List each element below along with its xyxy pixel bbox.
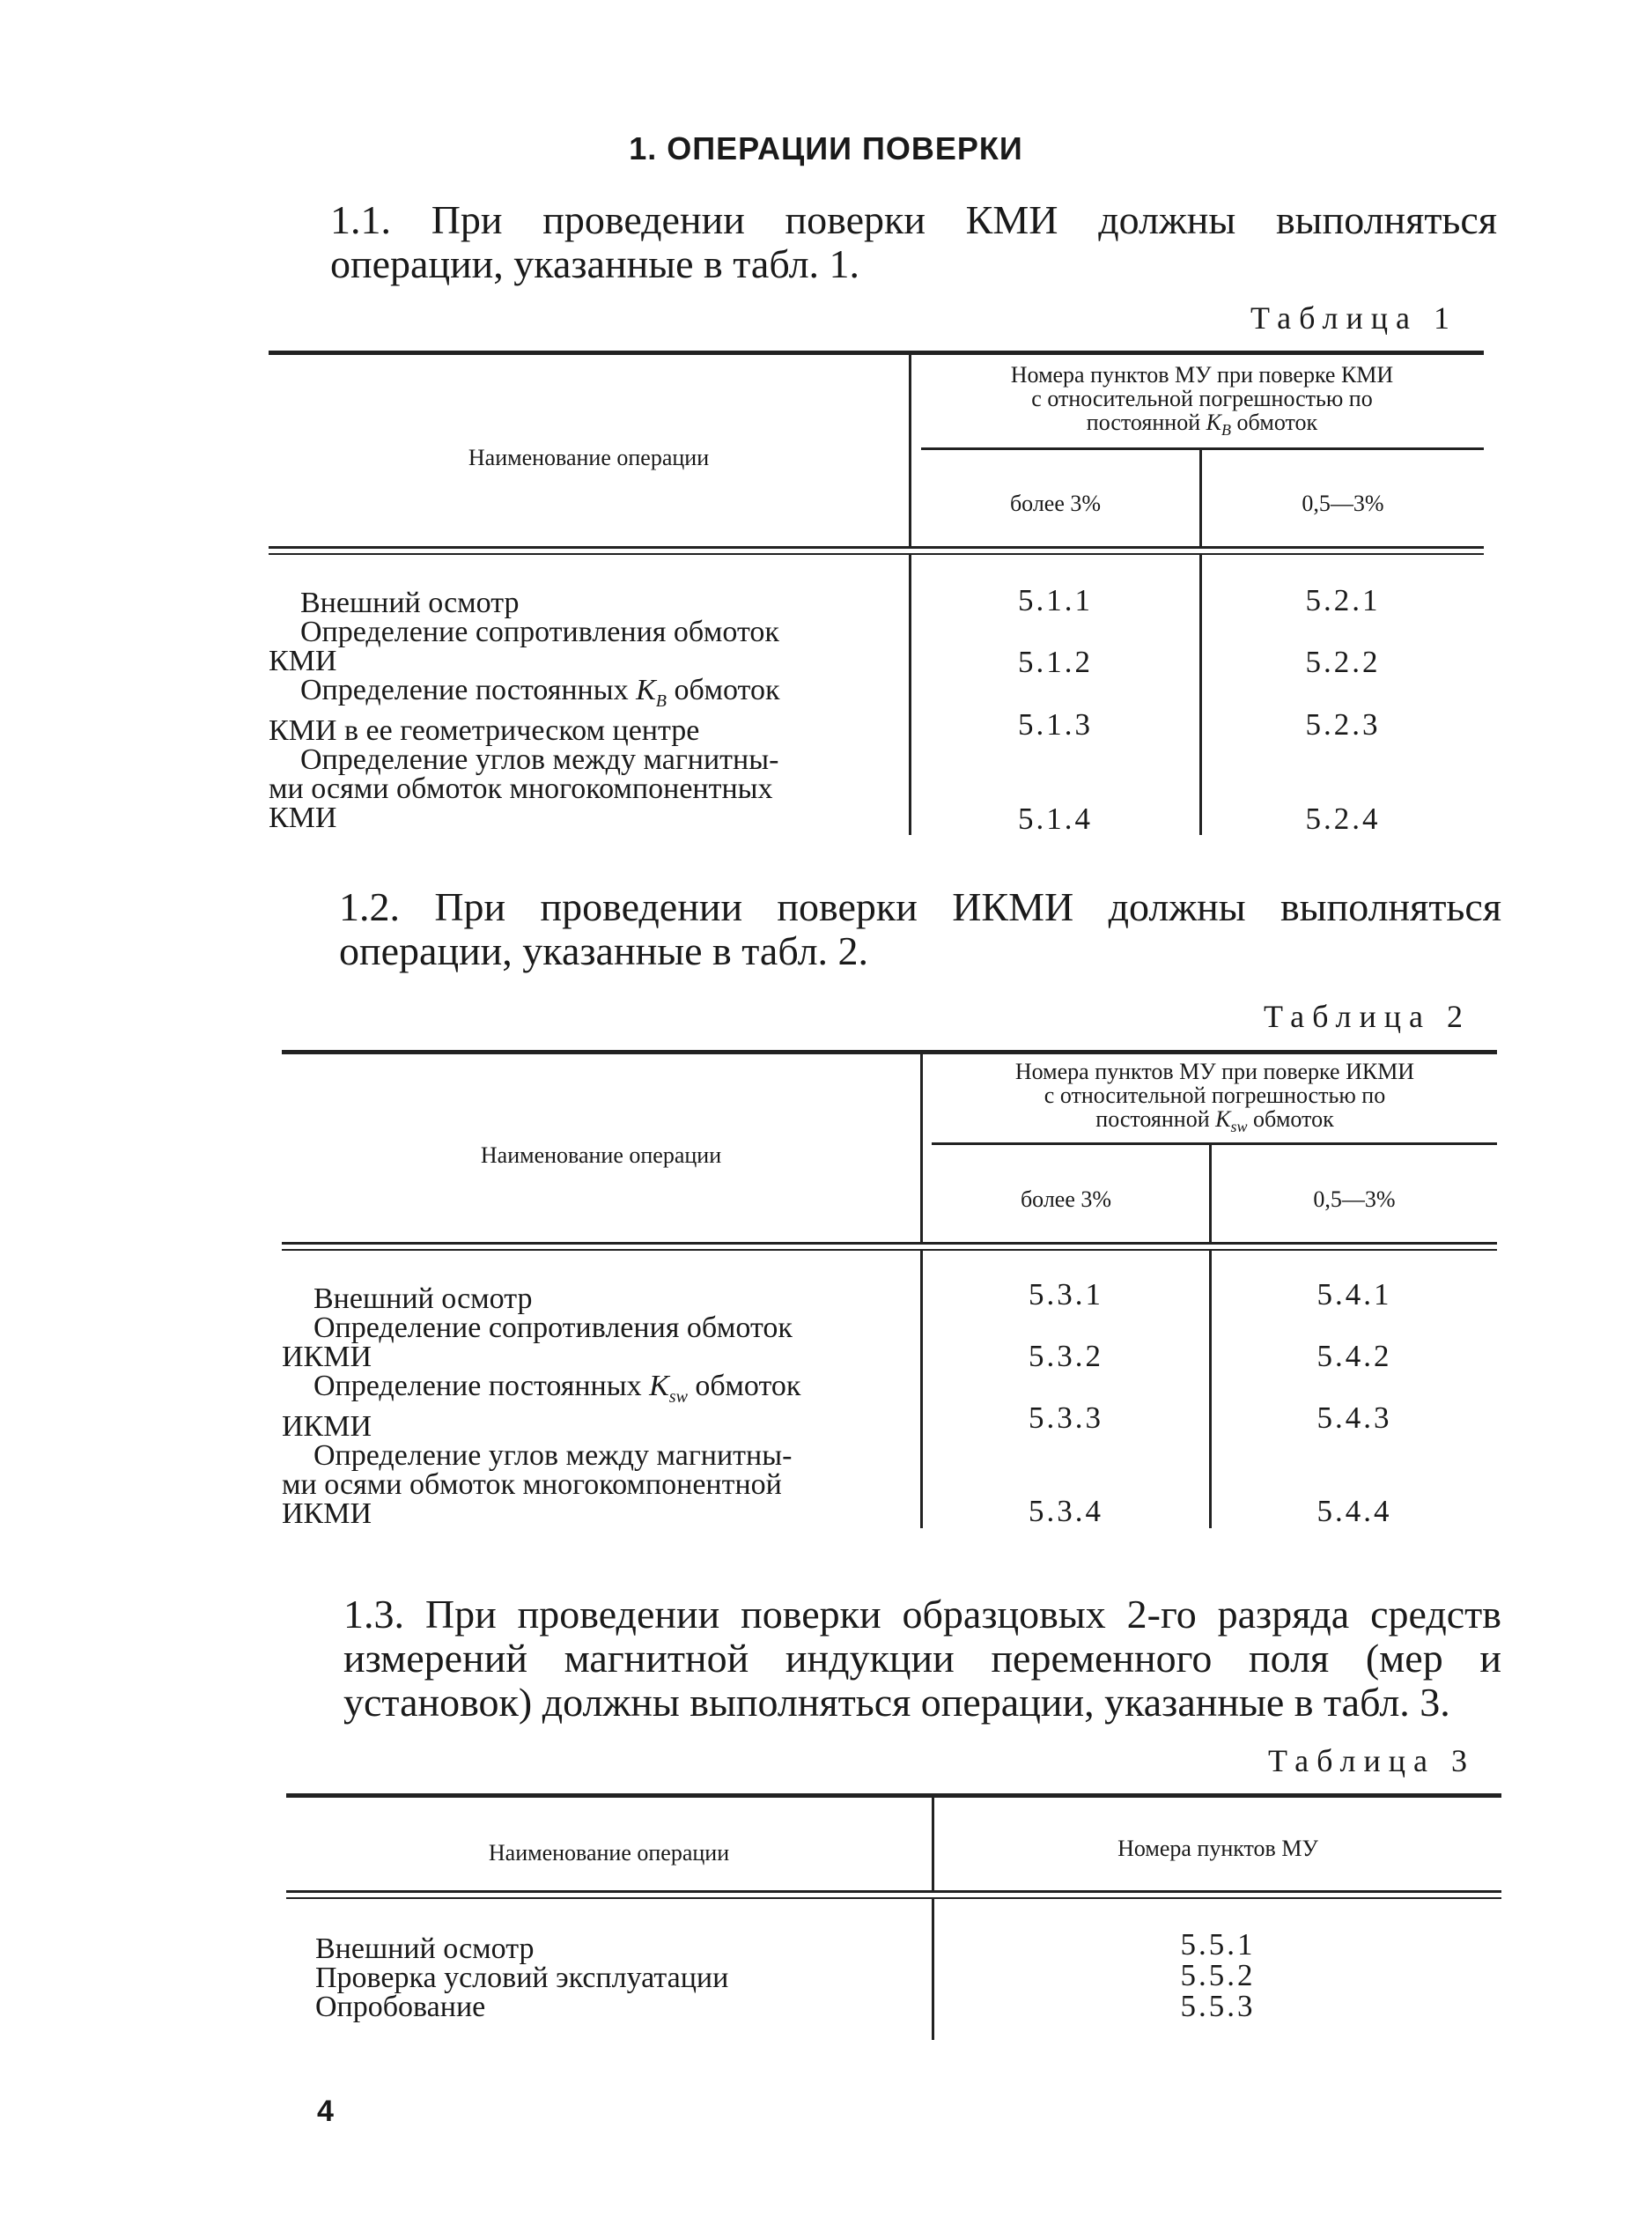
section-heading: 1. ОПЕРАЦИИ ПОВЕРКИ	[629, 130, 1023, 166]
table-1-col-operation: Наименование операции	[468, 445, 710, 470]
table-row: Проверка условий эксплуатации	[315, 1962, 729, 1994]
table-1-cell-1a: 5.1.1	[1018, 583, 1093, 617]
table-row: Внешний осмотр	[315, 1932, 535, 1965]
table-row: Определение сопротивления обмоток КМИ	[269, 616, 779, 677]
table-2-cell-3a: 5.3.3	[1029, 1400, 1103, 1435]
table-2-cell-2b: 5.4.2	[1316, 1339, 1392, 1373]
table-1-header-rule-a	[269, 546, 1484, 549]
table-1-cell-2b: 5.2.2	[1305, 645, 1381, 679]
table-1-cell-4b: 5.2.4	[1305, 802, 1381, 836]
table-3-col-number: Номера пунктов МУ	[1117, 1836, 1318, 1861]
table-row: Внешний осмотр	[313, 1282, 533, 1315]
table-1-cell-2a: 5.1.2	[1018, 645, 1093, 679]
table-1-header-rule-b	[269, 553, 1484, 555]
page-number: 4	[317, 2095, 334, 2128]
table-2-col-operation: Наименование операции	[480, 1142, 722, 1168]
table-3-caption: Таблица 3	[1268, 1743, 1475, 1778]
table-row: Определение постоянных $K_B$ обмоток КМИ в ее геометрическом центре	[269, 674, 780, 747]
table-row: Опробование	[315, 1991, 486, 2023]
paragraph-1-3-text: 1.3. При проведении поверки образцовых 2-го разряда средств измерений магнитной индукции переменного поля (мер и установок) должны выполняться операции, указанные в табл. 3.	[343, 1592, 1501, 1725]
table-3-top-rule	[286, 1793, 1501, 1798]
table-2-col-a: более 3%	[1020, 1186, 1112, 1212]
paragraph-1-1-text: 1.1. При проведении поверки КМИ должны выполняться операции, указанные в табл. 1.	[330, 197, 1497, 286]
table-2-header-rule-b	[282, 1249, 1497, 1251]
table-1-col-b: 0,5—3%	[1302, 491, 1384, 516]
table-2-cell-1b: 5.4.1	[1316, 1277, 1392, 1312]
table-1-col-group: Номера пунктов МУ при поверке КМИ с относительной погрешностью по постоянной $K_B$ обмоток	[1010, 362, 1394, 440]
table-3-cell-1: 5.5.1	[1180, 1927, 1256, 1962]
paragraph-1-1	[269, 198, 1497, 286]
table-1-cell-4a: 5.1.4	[1018, 802, 1093, 836]
table-row: Внешний осмотр	[300, 587, 520, 619]
table-1-group-rule	[921, 447, 1484, 450]
table-2-cell-2a: 5.3.2	[1029, 1339, 1103, 1373]
table-1-cell-1b: 5.2.1	[1305, 583, 1381, 617]
table-3-header-rule-a	[286, 1890, 1501, 1893]
paragraph-1-2-text: 1.2. При проведении поверки ИКМИ должны выполняться операции, указанные в табл. 2.	[339, 884, 1501, 973]
table-1-top-rule	[269, 351, 1484, 355]
table-row: Определение углов между магнитны- ми осями обмоток многокомпонентных КМИ	[269, 743, 779, 834]
table-2-cell-1a: 5.3.1	[1029, 1277, 1103, 1312]
table-2-caption: Таблица 2	[1264, 999, 1471, 1034]
table-2-top-rule	[282, 1050, 1497, 1054]
table-row: Определение постоянных $K_{sw}$ обмоток ИКМИ	[282, 1370, 801, 1443]
table-1-caption: Таблица 1	[1250, 300, 1457, 336]
table-row: Определение углов между магнитны- ми осями обмоток многокомпонентной ИКМИ	[282, 1438, 793, 1530]
table-1-cell-3a: 5.1.3	[1018, 707, 1093, 742]
table-2-col-group: Номера пунктов МУ при поверке ИКМИ с относительной погрешностью по постоянной $K_{sw}$ обмоток	[1014, 1059, 1415, 1136]
paragraph-1-3	[282, 1592, 1501, 1725]
table-row: Определение сопротивления обмоток ИКМИ	[282, 1312, 793, 1373]
table-3-numbers	[934, 1929, 1501, 2021]
table-2-cell-4a: 5.3.4	[1029, 1494, 1103, 1528]
table-3-cell-3: 5.5.3	[1180, 1989, 1256, 2023]
table-3-cell-2: 5.5.2	[1180, 1958, 1256, 1992]
table-2-col-b: 0,5—3%	[1313, 1186, 1396, 1212]
table-1-cell-3b: 5.2.3	[1305, 707, 1381, 742]
table-2-group-rule	[932, 1142, 1497, 1145]
table-1-vline-1-head	[909, 355, 911, 546]
table-3-col-operation: Наименование операции	[488, 1840, 730, 1866]
table-2-header-rule-a	[282, 1242, 1497, 1245]
table-3-operations	[315, 1934, 923, 2021]
table-3-header-rule-b	[286, 1897, 1501, 1899]
table-2-operations	[282, 1284, 889, 1528]
table-1-col-a: более 3%	[1009, 491, 1102, 516]
table-1-operations	[269, 588, 876, 832]
table-2-cell-4b: 5.4.4	[1316, 1494, 1392, 1528]
table-2-cell-3b: 5.4.3	[1316, 1400, 1392, 1435]
paragraph-1-2	[277, 885, 1501, 973]
table-2-vline-1-head	[920, 1054, 923, 1242]
